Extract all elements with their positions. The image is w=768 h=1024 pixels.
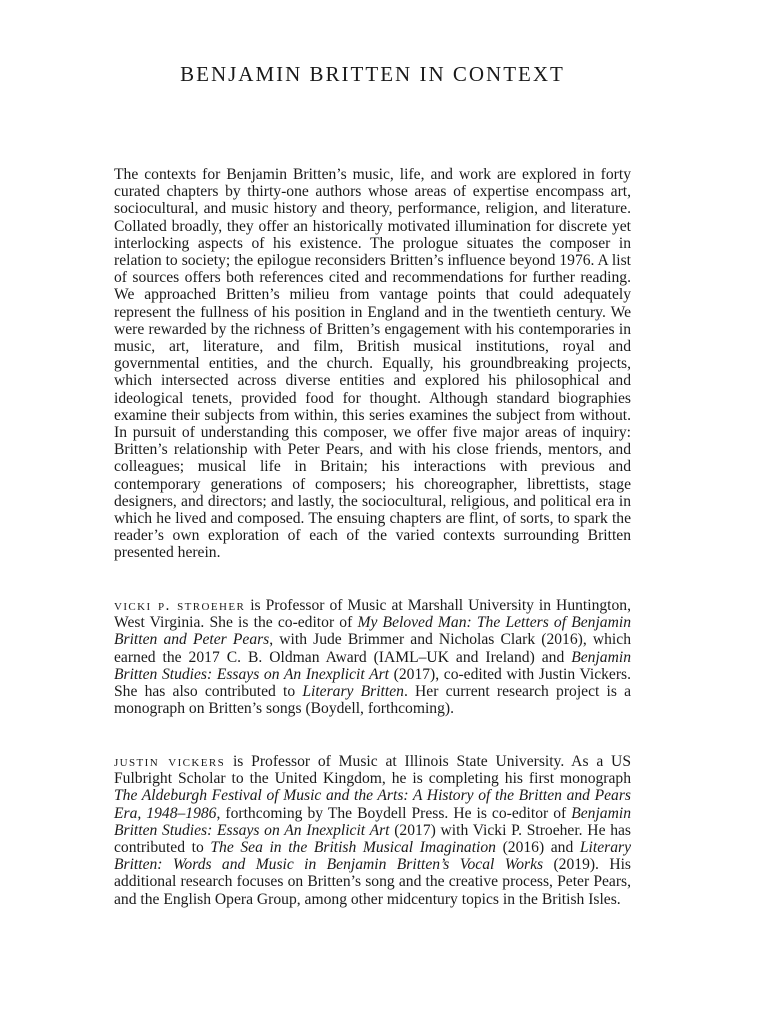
book-title-italic: Literary Britten: Words and Music in Benjamin Britten’s Vocal Works: [114, 839, 631, 874]
book-description: The contexts for Benjamin Britten’s music, life, and work are explored in forty curated chapters by thirty-one authors whose areas of expertise encompass art, sociocultural, and music history and theory, performance, religion, and literature. Collated broadly, they offer an historically motivated illumination for discrete yet interlocking aspects of his existence. The prologue situates the composer in relation to society; the epilogue reconsiders Britten’s influence beyond 1976. A list of sources offers both references cited and recommendations for further reading. We approached Britten’s milieu from vantage points that could adequately represent the fullness of his position in England and in the twentieth century. We were rewarded by the richness of Britten’s engagement with his contemporaries in music, art, literature, and film, British musical institutions, royal and governmental entities, and the church. Equally, his groundbreaking projects, which intersected across diverse entities and explored his philosophical and ideological tenets, provided food for thought. Although standard biographies examine their subjects from within, this series examines the subject from without. In pursuit of understanding this composer, we offer five major areas of inquiry: Britten’s relationship with Peter Pears, and with his close friends, mentors, and colleagues; musical life in Britain; his interactions with previous and contemporary generations of composers; his choreographer, librettists, stage designers, and directors; and lastly, the sociocultural, religious, and political era in which he lived and composed. The ensuing chapters are flint, of sorts, to spark the reader’s own exploration of each of the varied contexts surrounding Britten presented herein.: [114, 166, 631, 562]
book-title-italic: Literary Britten: [302, 683, 404, 701]
bio-text: (2017) with Vicki P. Stroeher. He has contributed to: [114, 821, 631, 857]
bio-text: is Professor of Music at Marshall University in Huntington, West Virginia. She is the co-editor of: [114, 597, 631, 632]
book-title-italic: My Beloved Man: The Letters of Benjamin Britten and Peter Pears: [114, 614, 631, 649]
editor-bio-vickers: [114, 753, 631, 908]
bio-text: , forthcoming by The Boydell Press. He is co-editor of: [216, 804, 572, 822]
bio-text: (2019). His additional research focuses on Britten’s song and the creative process, Peter Pears, and the English Opera Group, among other midcentury topics in the British Isles.: [114, 856, 631, 908]
editor-name: vicki p. stroeher: [114, 597, 246, 614]
book-title-italic: The Sea in the British Musical Imagination: [210, 839, 496, 857]
bio-text: , with Jude Brimmer and Nicholas Clark (2016), which earned the 2017 C. B. Oldman Award (IAML–UK and Ireland) and: [114, 631, 631, 666]
book-title: BENJAMIN BRITTEN IN CONTEXT: [180, 62, 565, 86]
bio-text: (2016) and: [495, 839, 580, 857]
bio-text: (2017), co-edited with Justin Vickers. She has also contributed to: [114, 665, 631, 701]
book-title-italic: Benjamin Britten Studies: Essays on An Inexplicit Art: [114, 804, 631, 839]
bio-text: is Professor of Music at Illinois State University. As a US Fulbright Scholar to the United Kingdom, he is completing his first monograph: [114, 753, 631, 788]
book-title-italic: Benjamin Britten Studies: Essays on An Inexplicit Art: [114, 648, 631, 683]
editor-name: justin vickers: [114, 753, 226, 770]
bio-text: . Her current research project is a monograph on Britten’s songs (Boydell, forthcoming).: [114, 683, 632, 718]
editor-bio-stroeher: [114, 597, 631, 717]
book-title-italic: The Aldeburgh Festival of Music and the Arts: A History of the Britten and Pears Era, 1948–1986: [114, 787, 631, 822]
